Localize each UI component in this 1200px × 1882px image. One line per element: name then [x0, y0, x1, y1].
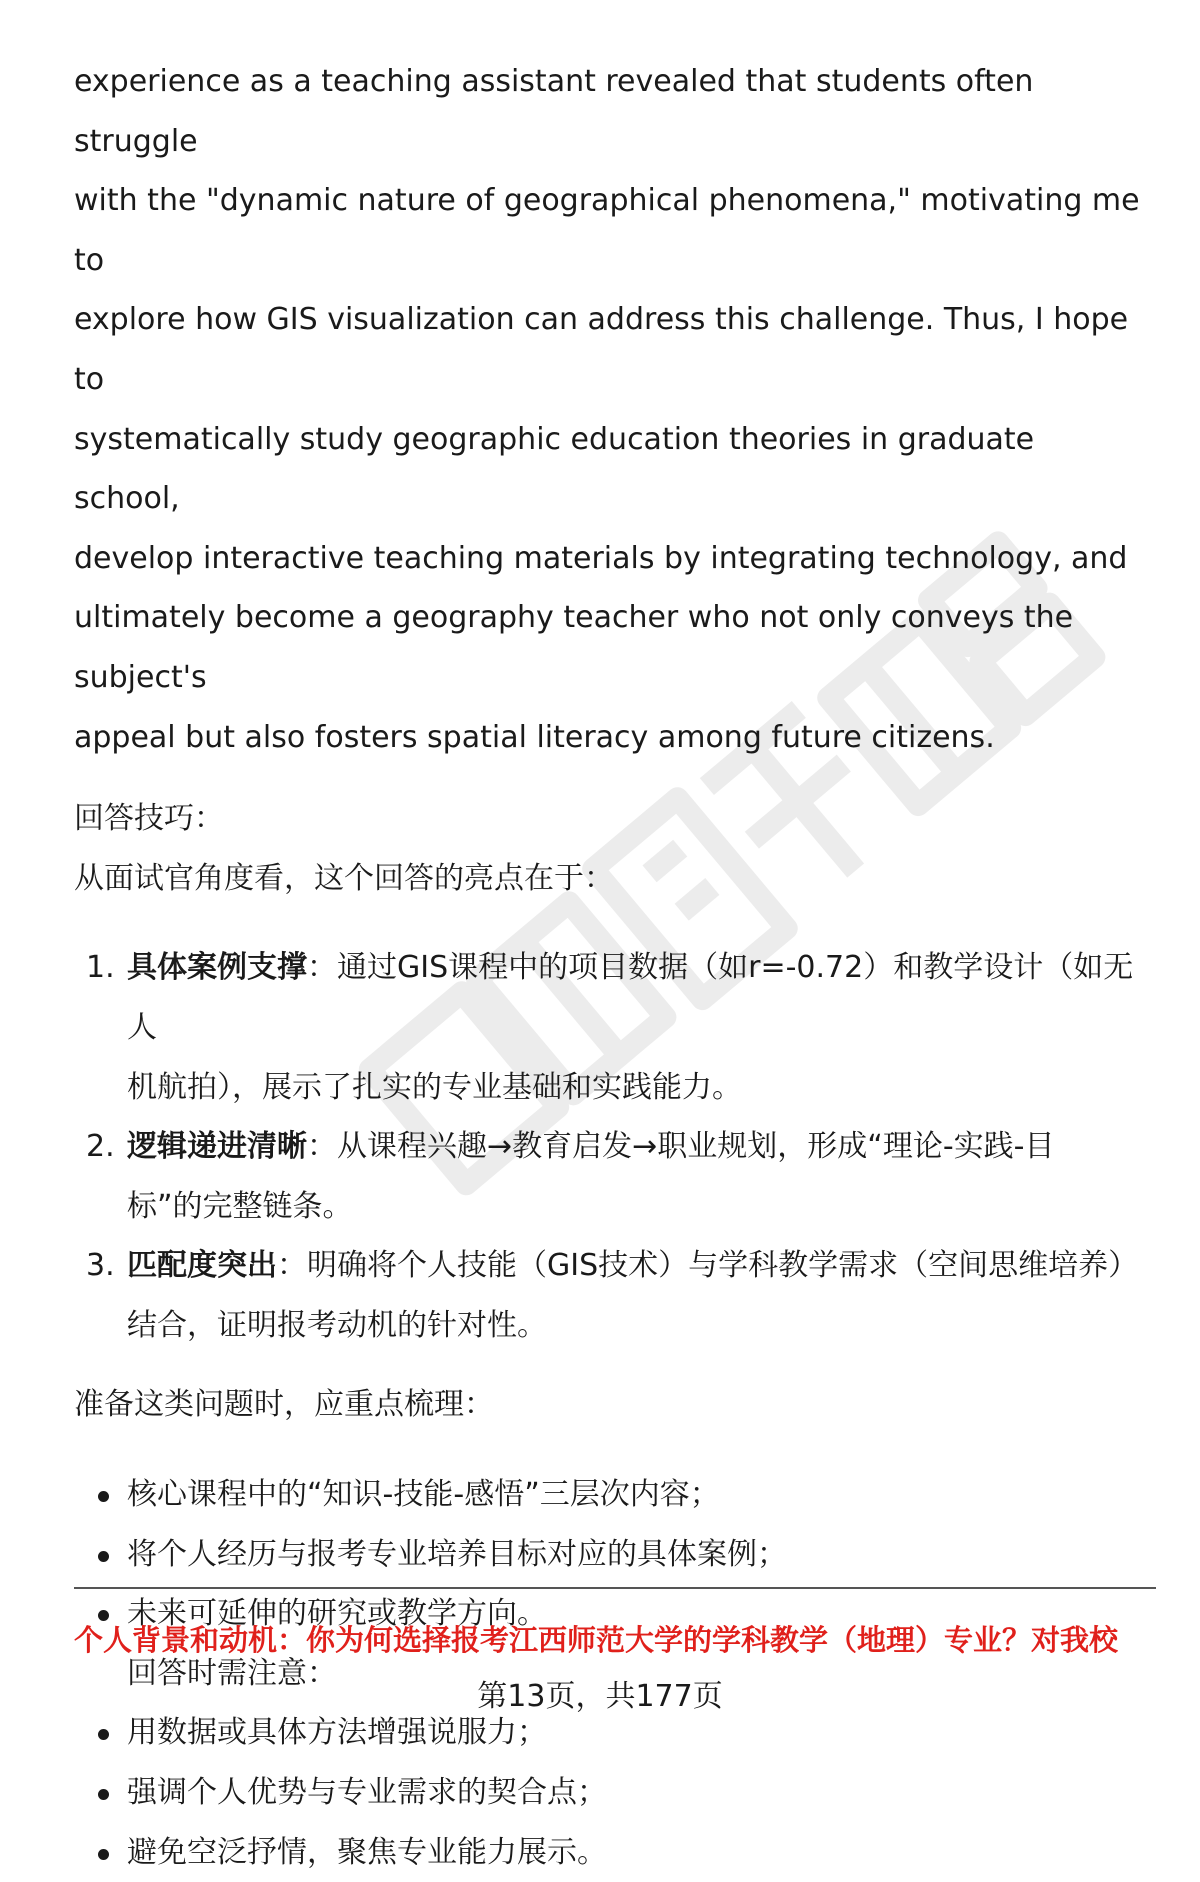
document-body: [74, 52, 1149, 1882]
tips-intro: 从面试官角度看，这个回答的亮点在于：: [74, 860, 614, 896]
item-line: [127, 1117, 1149, 1177]
item-title: 逻辑递进清晰: [127, 1129, 307, 1165]
prep-label: 准备这类问题时，应重点梳理：: [74, 1387, 494, 1423]
item-text: ：明确将个人技能（GIS技术）与学科教学需求（空间思维培养）: [277, 1248, 1139, 1284]
item-number: 1.: [86, 950, 115, 986]
item-number: 2.: [86, 1129, 115, 1165]
item-line: [127, 1236, 1149, 1296]
item-text: ：从课程兴趣→教育启发→职业规划，形成“理论-实践-目: [307, 1129, 1055, 1165]
list-item: 强调个人优势与专业需求的契合点；: [74, 1763, 1149, 1823]
item-title: 匹配度突出: [127, 1248, 277, 1284]
list-item: 用数据或具体方法增强说服力；: [74, 1703, 1149, 1763]
item-line: 机航拍），展示了扎实的专业基础和实践能力。: [127, 1069, 742, 1105]
item-title: 具体案例支撑: [127, 950, 307, 986]
bullet-icon: [98, 1789, 109, 1800]
footer-divider: [74, 1587, 1156, 1589]
item-text: ：通过GIS课程中的项目数据（如r=-0.72）和教学设计（如无人: [127, 950, 1134, 1045]
tips-label: 回答技巧：: [74, 801, 224, 837]
list-item: [74, 1236, 1149, 1355]
list-item: [74, 938, 1149, 1117]
highlights-list: [74, 938, 1149, 1355]
intro-line: develop interactive teaching materials by integrating technology, and: [74, 540, 1128, 576]
intro-line: experience as a teaching assistant revealed that students often struggle: [74, 64, 1034, 159]
item-line: 标”的完整链条。: [127, 1188, 353, 1224]
next-question-heading: 个人背景和动机：你为何选择报考江西师范大学的学科教学（地理）专业？对我校: [74, 1623, 1119, 1657]
bullet-icon: [98, 1551, 109, 1562]
list-item: 未来可延伸的研究或教学方向。: [74, 1584, 1149, 1644]
intro-line: appeal but also fosters spatial literacy among future citizens.: [74, 719, 995, 755]
item-line: 结合，证明报考动机的针对性。: [127, 1307, 547, 1343]
intro-line: with the "dynamic nature of geographical phenomena," motivating me to: [74, 183, 1140, 278]
item-line: [127, 938, 1149, 1057]
intro-line: ultimately become a geography teacher who not only conveys the subject's: [74, 600, 1074, 695]
list-item: [74, 1117, 1149, 1236]
note-list: [74, 1703, 1149, 1882]
bullet-icon: [98, 1849, 109, 1860]
bullet-icon: [98, 1729, 109, 1740]
intro-line: systematically study geographic education theories in graduate school,: [74, 421, 1035, 517]
bullet-icon: [98, 1491, 109, 1502]
item-number: 3.: [86, 1248, 115, 1284]
list-item: 核心课程中的“知识-技能-感悟”三层次内容；: [74, 1465, 1149, 1525]
intro-paragraph: [74, 52, 1149, 767]
list-item: 将个人经历与报考专业培养目标对应的具体案例；: [74, 1525, 1149, 1585]
page-number: 第13页，共177页: [477, 1679, 723, 1714]
intro-line: explore how GIS visualization can address this challenge. Thus, I hope to: [74, 302, 1129, 397]
note-label: 回答时需注意：: [127, 1655, 337, 1691]
list-item: 避免空泛抒情，聚焦专业能力展示。: [74, 1823, 1149, 1882]
